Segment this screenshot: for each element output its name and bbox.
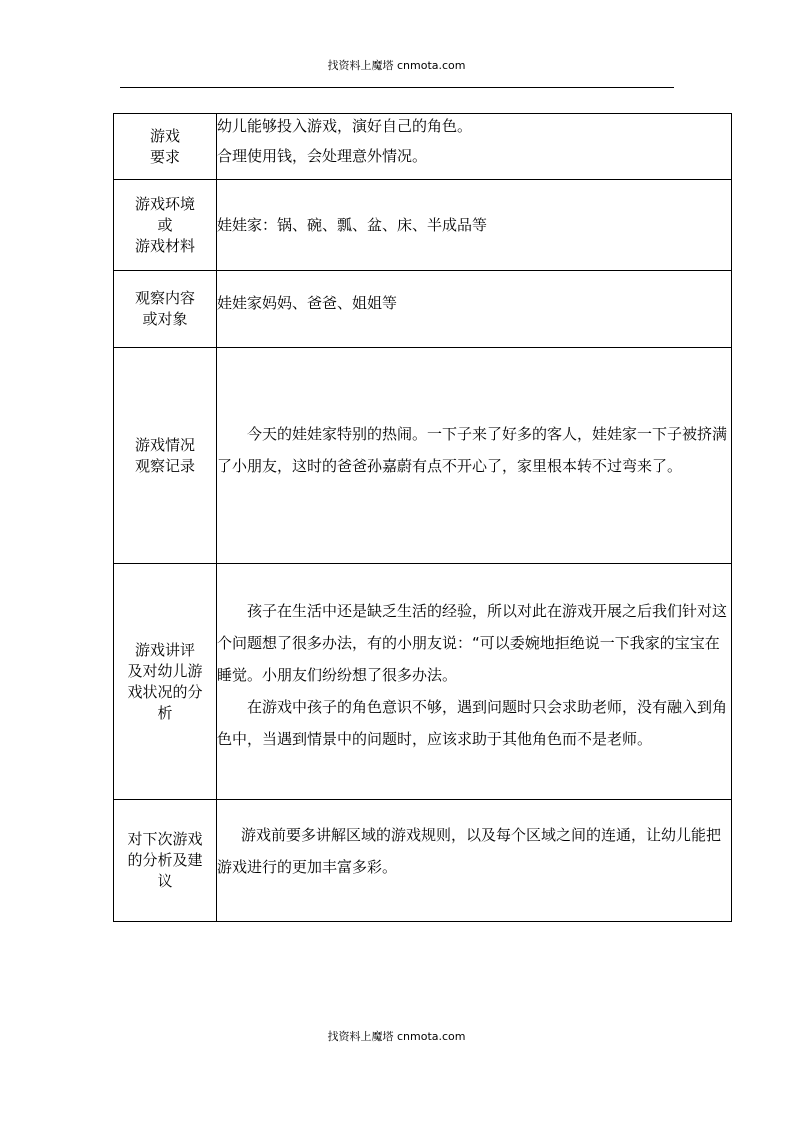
row-content bbox=[217, 180, 732, 271]
content-paragraph: 今天的娃娃家特别的热闹。一下子来了好多的客人，娃娃家一下子被挤满了小朋友，这时的爸爸孙嘉蔚有点不开心了，家里根本转不过弯来了。 bbox=[217, 424, 728, 475]
table-row-observation-record bbox=[114, 348, 732, 564]
row-label-line: 或对象 bbox=[142, 310, 188, 328]
row-label bbox=[114, 800, 217, 922]
row-label-line: 观察记录 bbox=[134, 456, 195, 475]
row-content bbox=[217, 564, 732, 800]
row-content bbox=[217, 348, 732, 564]
row-label-line: 的分析及建 bbox=[127, 851, 203, 869]
content-paragraph: 孩子在生活中还是缺乏生活的经验，所以对此在游戏开展之后我们针对这个问题想了很多办法，有的小朋友说：“可以委婉地拒绝说一下我家的宝宝在睡觉。小朋友们纷纷想了很多办法。 bbox=[217, 601, 728, 684]
row-label-line: 游戏材料 bbox=[134, 236, 195, 255]
page-header: 找资料上魔塔 cnmota.com bbox=[327, 59, 466, 72]
content-paragraph: 合理使用钱，会处理意外情况。 bbox=[217, 147, 428, 165]
row-label-line: 析 bbox=[157, 703, 173, 722]
row-label bbox=[114, 114, 217, 180]
row-label-line: 戏状况的分 bbox=[127, 682, 203, 701]
content-paragraph: 娃娃家：锅、碗、瓢、盆、床、半成品等 bbox=[217, 216, 488, 234]
row-content bbox=[217, 800, 732, 922]
row-label bbox=[114, 564, 217, 800]
page-footer: 找资料上魔塔 cnmota.com bbox=[327, 1030, 466, 1043]
content-paragraph: 幼儿能够投入游戏，演好自己的角色。 bbox=[217, 117, 473, 135]
row-label-line: 游戏讲评 bbox=[134, 640, 195, 659]
table-row-materials bbox=[114, 180, 732, 271]
row-label-line: 或 bbox=[157, 215, 173, 234]
table-row-requirements bbox=[114, 114, 732, 180]
row-label bbox=[114, 180, 217, 271]
table-row-analysis bbox=[114, 564, 732, 800]
row-content bbox=[217, 114, 732, 180]
row-label bbox=[114, 271, 217, 348]
table-row-suggestions bbox=[114, 800, 732, 922]
content-paragraph: 游戏前要多讲解区域的游戏规则，以及每个区域之间的连通，让幼儿能把游戏进行的更加丰富多彩。 bbox=[217, 825, 722, 876]
row-label-line: 游戏环境 bbox=[134, 194, 195, 213]
row-label-line: 观察内容 bbox=[134, 289, 195, 307]
content-paragraph: 娃娃家妈妈、爸爸、姐姐等 bbox=[217, 294, 398, 312]
game-record-table bbox=[113, 113, 732, 922]
row-label bbox=[114, 348, 217, 564]
content-paragraph: 在游戏中孩子的角色意识不够，遇到问题时只会求助老师，没有融入到角色中，当遇到情景中的问题时，应该求助于其他角色而不是老师。 bbox=[217, 697, 728, 748]
row-label-line: 游戏 bbox=[149, 126, 180, 145]
header-divider bbox=[120, 87, 674, 88]
row-label-line: 议 bbox=[157, 872, 173, 890]
row-content bbox=[217, 271, 732, 348]
row-label-line: 对下次游戏 bbox=[127, 830, 203, 848]
row-label-line: 游戏情况 bbox=[134, 435, 195, 454]
table-row-observation-target bbox=[114, 271, 732, 348]
row-label-line: 及对幼儿游 bbox=[127, 661, 203, 680]
row-label-line: 要求 bbox=[149, 147, 180, 166]
